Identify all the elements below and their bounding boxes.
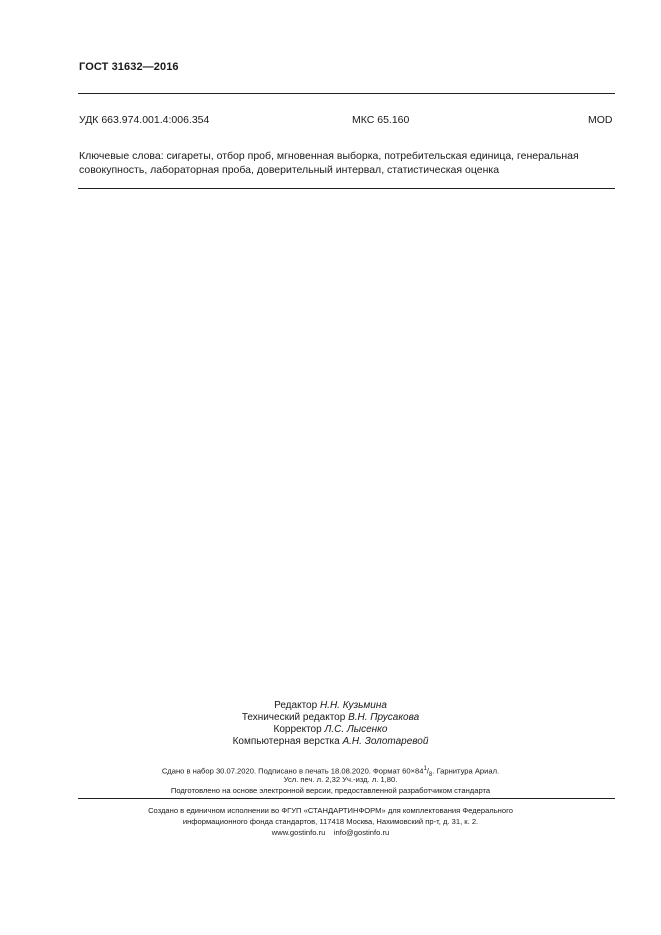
standard-number: ГОСТ 31632—2016 <box>79 61 179 73</box>
credit-editor-label: Редактор <box>274 700 320 711</box>
imprint-line-3: Подготовлено на основе электронной версии, предоставленной разработчиком стандарта <box>170 786 491 795</box>
imprint-line-1: Сдано в набор 30.07.2020. Подписано в печать 18.08.2020. Формат $60\times 84^1/_8$. Гарнитура Ариал. <box>161 766 500 779</box>
publisher-website-link[interactable]: www.gostinfo.ru <box>271 828 326 837</box>
credit-tech-editor-name: В.Н. Прусакова <box>348 712 420 723</box>
mks-code: МКС 65.160 <box>352 114 410 126</box>
credit-layout-label: Компьютерная верстка <box>232 736 343 747</box>
keywords-text: Ключевые слова: сигареты, отбор проб, мгновенная выборка, потребительская единица, генеральная совокупность, лабораторная проба, доверительный интервал, статистическая оценка <box>79 150 579 176</box>
credit-tech-editor-label: Технический редактор <box>241 712 349 723</box>
imprint-line-1-b: . Гарнитура Ариал. <box>432 766 500 776</box>
imprint-line-1-a: Сдано в набор 30.07.2020. Подписано в печать 18.08.2020. Формат 60×84 <box>161 766 424 776</box>
publisher-line-1: Создано в единичном исполнении во ФГУП «СТАНДАРТИНФОРМ» для комплектования Федерального <box>148 806 513 815</box>
credit-editor-name: Н.Н. Кузьмина <box>319 700 387 711</box>
imprint-frac-num: 1 <box>423 766 427 772</box>
imprint-line-2: Усл. печ. л. 2,32 Уч.-изд. л. 1,80. <box>283 775 398 784</box>
udk-code: УДК 663.974.001.4:006.354 <box>79 114 210 126</box>
credit-layout <box>0 735 661 748</box>
keywords-divider <box>78 188 615 189</box>
imprint-frac-den: 8 <box>428 772 433 779</box>
publisher-line-2: информационного фонда стандартов, 117418 Москва, Нахимовский пр-т, д. 31, к. 2. <box>182 817 479 826</box>
mod-label: MOD <box>588 114 613 126</box>
credit-layout-name: А.Н. Золотаревой <box>342 736 429 747</box>
publisher-contacts <box>0 827 661 838</box>
header-divider <box>78 93 615 94</box>
credit-proofreader-label: Корректор <box>273 724 325 735</box>
publisher-email-link[interactable]: info@gostinfo.ru <box>333 828 390 837</box>
credit-proofreader-name: Л.С. Лысенко <box>324 724 388 735</box>
imprint-divider <box>78 798 615 799</box>
